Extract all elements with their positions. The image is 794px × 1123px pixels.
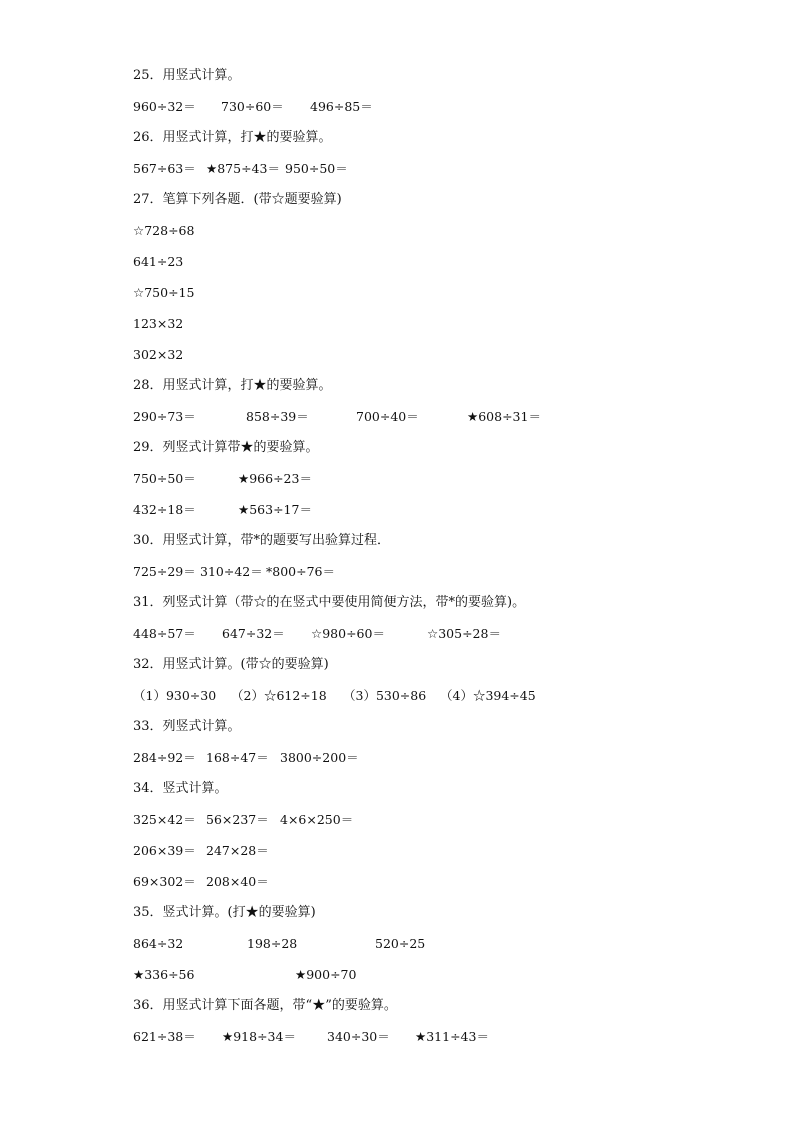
problem-heading <box>133 66 241 86</box>
math-expression: 496÷85＝ <box>310 99 373 114</box>
math-expression: ★608÷31＝ <box>467 409 541 424</box>
expression-row <box>133 965 733 985</box>
problem-title: 列竖式计算带★的要验算。 <box>162 440 319 455</box>
expression-row <box>133 624 733 644</box>
problem-heading <box>133 717 241 737</box>
problem-title: 笔算下列各题．(带☆题要验算) <box>162 192 342 207</box>
problem-number: 25． <box>133 68 163 83</box>
problem-title: 竖式计算。 <box>162 781 228 796</box>
math-expression: ★918÷34＝ <box>222 1029 296 1044</box>
math-expression: ☆728÷68 <box>133 223 195 238</box>
problem-title: 列竖式计算。 <box>162 719 241 734</box>
math-expression: 950÷50＝ <box>285 161 348 176</box>
problem-number: 33． <box>133 719 163 734</box>
expression-row <box>133 841 733 861</box>
problem-number: 28． <box>133 378 163 393</box>
math-expression: 647÷32＝ <box>222 626 285 641</box>
expression-row <box>133 252 733 272</box>
math-expression: 3800÷200＝ <box>280 750 359 765</box>
math-expression: 56×237＝ <box>206 812 269 827</box>
math-expression: 448÷57＝ <box>133 626 196 641</box>
problem-title: 用竖式计算下面各题，带“★”的要验算。 <box>162 998 397 1013</box>
expression-row <box>133 1027 733 1047</box>
math-expression: 340÷30＝ <box>327 1029 390 1044</box>
expression-row <box>133 345 733 365</box>
problem-number: 34． <box>133 781 163 796</box>
expression-row <box>133 314 733 334</box>
expression-row <box>133 872 733 892</box>
math-expression: ★336÷56 <box>133 967 195 982</box>
math-expression: 725÷29＝ <box>133 564 196 579</box>
math-expression: （3）530÷86 <box>343 688 427 703</box>
math-expression: 284÷92＝ <box>133 750 196 765</box>
math-expression: 864÷32 <box>133 936 184 951</box>
math-expression: ★875÷43＝ <box>206 161 280 176</box>
problem-heading <box>133 128 332 148</box>
math-expression: ☆750÷15 <box>133 285 195 300</box>
problem-title: 用竖式计算，带*的题要写出验算过程． <box>162 533 391 548</box>
problem-heading <box>133 779 228 799</box>
math-expression: 123×32 <box>133 316 184 331</box>
math-expression: 208×40＝ <box>206 874 269 889</box>
math-expression: 567÷63＝ <box>133 161 196 176</box>
problem-number: 36． <box>133 998 163 1013</box>
math-expression: 621÷38＝ <box>133 1029 196 1044</box>
math-expression: （2）☆612÷18 <box>231 688 327 703</box>
math-expression: ★966÷23＝ <box>238 471 312 486</box>
problem-number: 35． <box>133 905 163 920</box>
expression-row <box>133 159 733 179</box>
problem-title: 列竖式计算（带☆的在竖式中要使用简便方法，带*的要验算)。 <box>162 595 526 610</box>
expression-row <box>133 221 733 241</box>
math-expression: 750÷50＝ <box>133 471 196 486</box>
math-expression: 858÷39＝ <box>246 409 309 424</box>
math-expression: ★563÷17＝ <box>238 502 312 517</box>
expression-row <box>133 686 733 706</box>
math-expression: 206×39＝ <box>133 843 196 858</box>
problem-title: 用竖式计算。(带☆的要验算) <box>162 657 329 672</box>
expression-row <box>133 934 733 954</box>
math-expression: 4×6×250＝ <box>280 812 354 827</box>
expression-row <box>133 562 733 582</box>
expression-row <box>133 810 733 830</box>
math-expression: *800÷76＝ <box>266 564 335 579</box>
problem-heading <box>133 376 332 396</box>
problem-heading <box>133 438 319 458</box>
expression-row <box>133 97 733 117</box>
problem-title: 竖式计算。(打★的要验算) <box>162 905 316 920</box>
math-expression: （4）☆394÷45 <box>440 688 536 703</box>
math-expression: 168÷47＝ <box>206 750 269 765</box>
problem-number: 26． <box>133 130 163 145</box>
math-expression: 432÷18＝ <box>133 502 196 517</box>
expression-row <box>133 469 733 489</box>
problem-heading <box>133 531 390 551</box>
expression-row <box>133 283 733 303</box>
math-expression: ☆305÷28＝ <box>427 626 501 641</box>
math-expression: 302×32 <box>133 347 184 362</box>
expression-row <box>133 500 733 520</box>
math-expression: ★311÷43＝ <box>415 1029 489 1044</box>
problem-number: 30． <box>133 533 163 548</box>
problem-title: 用竖式计算，打★的要验算。 <box>162 130 332 145</box>
expression-row <box>133 748 733 768</box>
problem-title: 用竖式计算，打★的要验算。 <box>162 378 332 393</box>
math-expression: 290÷73＝ <box>133 409 196 424</box>
math-expression: 69×302＝ <box>133 874 196 889</box>
math-expression: 247×28＝ <box>206 843 269 858</box>
math-expression: 198÷28 <box>247 936 298 951</box>
problem-number: 32． <box>133 657 163 672</box>
math-expression: 730÷60＝ <box>221 99 284 114</box>
math-expression: 960÷32＝ <box>133 99 196 114</box>
math-expression: ☆980÷60＝ <box>311 626 385 641</box>
math-expression: 700÷40＝ <box>356 409 419 424</box>
problem-title: 用竖式计算。 <box>162 68 241 83</box>
math-expression: 310÷42＝ <box>200 564 263 579</box>
problem-number: 27． <box>133 192 163 207</box>
problem-heading <box>133 190 342 210</box>
math-expression: 520÷25 <box>375 936 426 951</box>
problem-heading <box>133 593 525 613</box>
math-expression: 325×42＝ <box>133 812 196 827</box>
problem-number: 31． <box>133 595 163 610</box>
math-expression: ★900÷70 <box>295 967 357 982</box>
expression-row <box>133 407 733 427</box>
math-expression: （1）930÷30 <box>133 688 217 703</box>
problem-heading <box>133 903 316 923</box>
math-expression: 641÷23 <box>133 254 184 269</box>
problem-heading <box>133 996 397 1016</box>
problem-heading <box>133 655 329 675</box>
problem-number: 29． <box>133 440 163 455</box>
